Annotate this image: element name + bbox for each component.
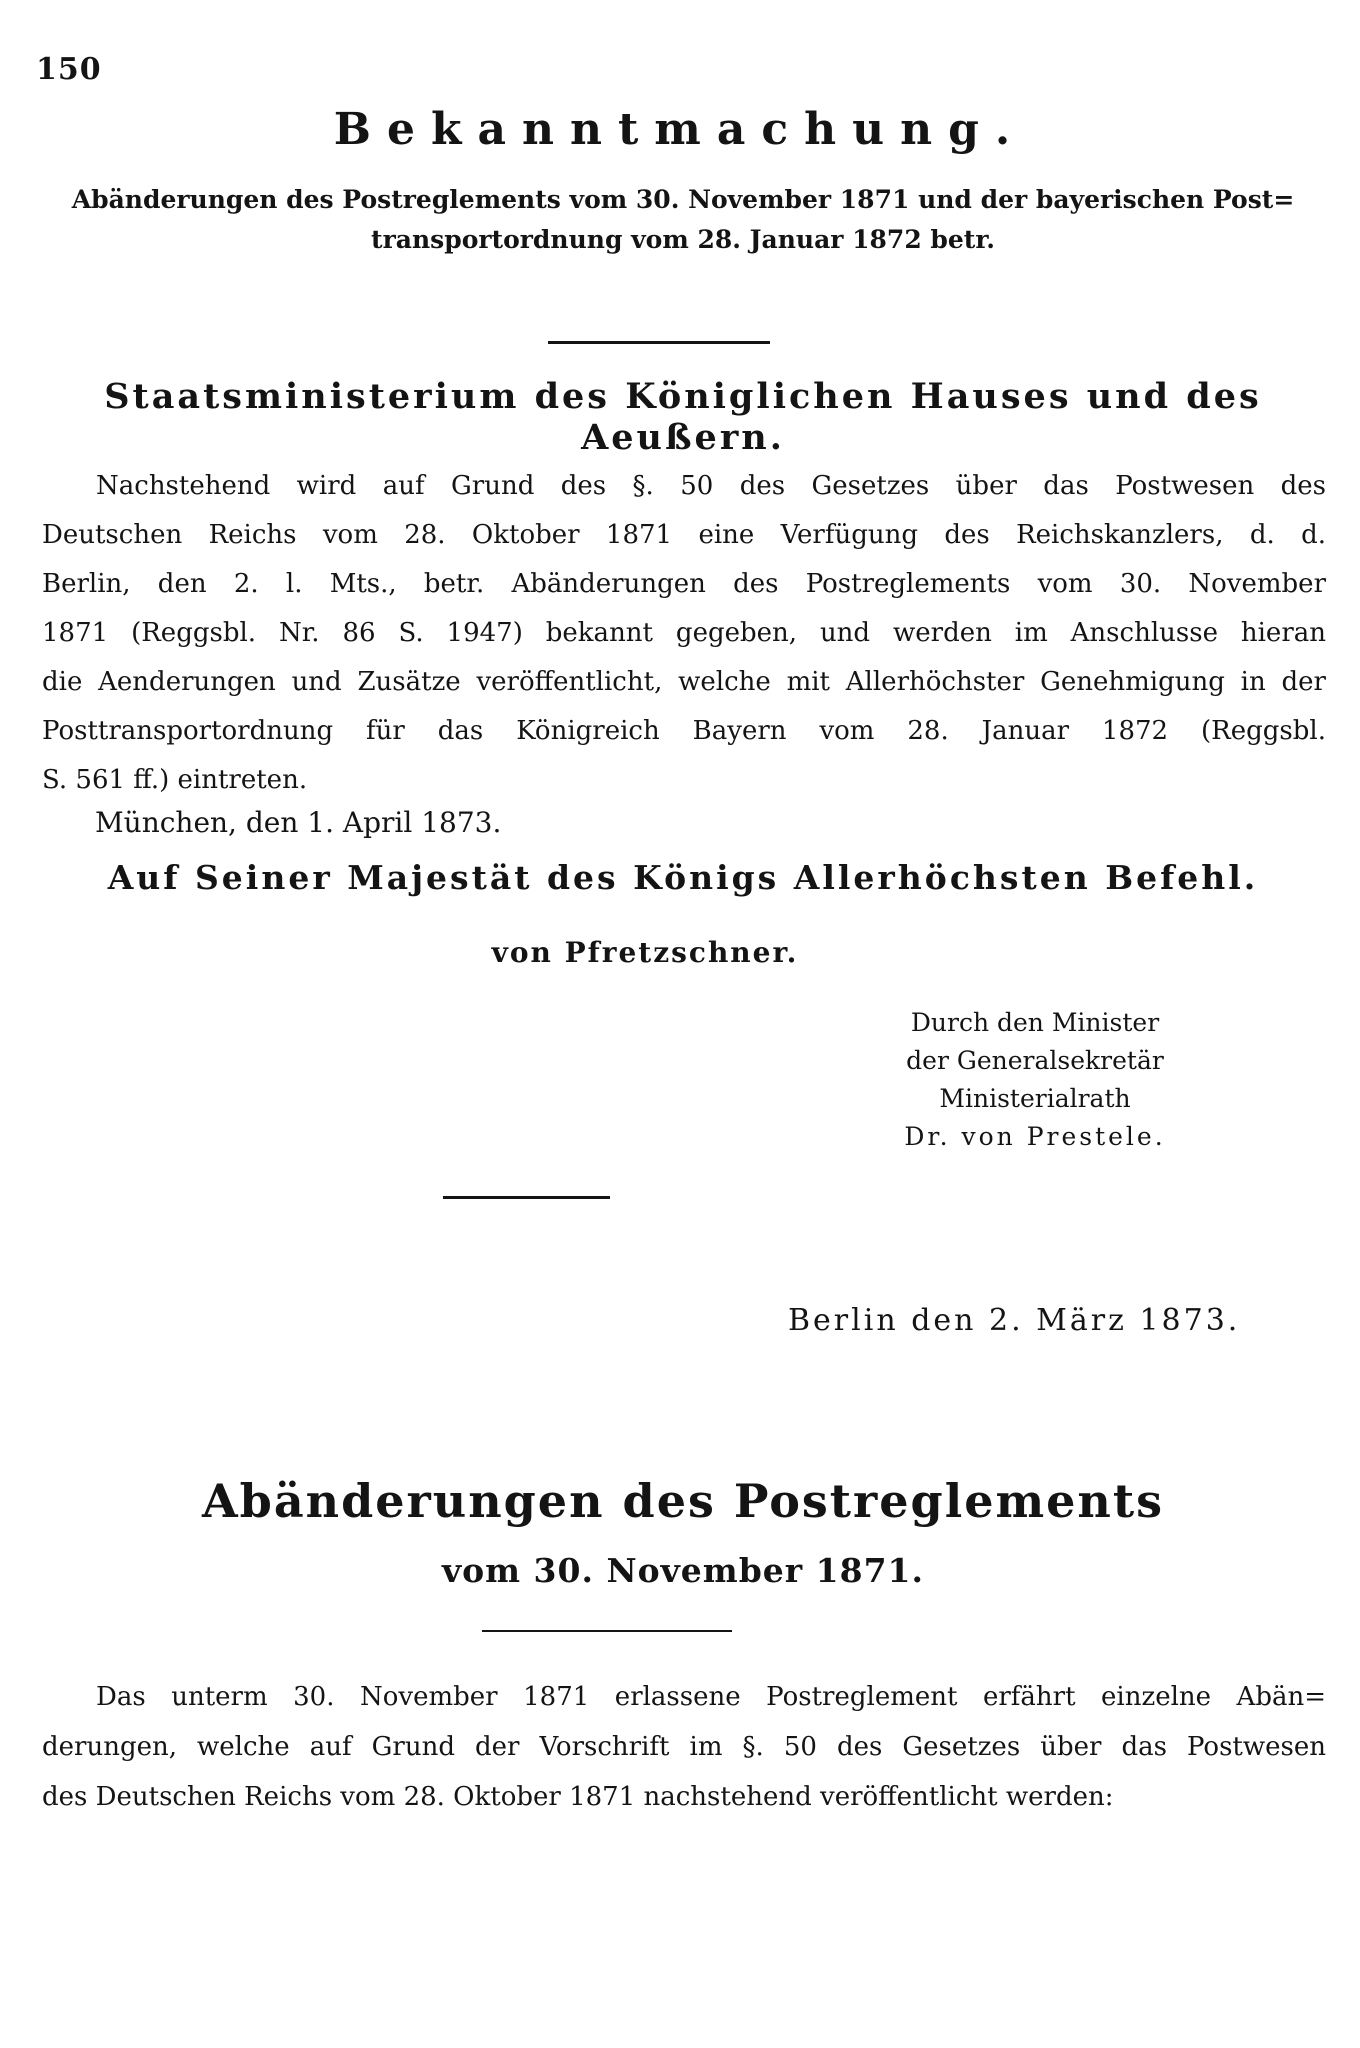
body-line: Nachstehend wird auf Grund des §. 50 des Gesetzes über das Postwesen des <box>96 471 1326 501</box>
body-line: Posttransportordnung für das Königreich Bayern vom 28. Januar 1872 (Reggsbl. <box>42 716 1326 746</box>
royal-order-line: Auf Seiner Majestät des Königs Allerhöchsten Befehl. <box>107 858 1259 897</box>
body-line: S. 561 ff.) eintreten. <box>42 765 308 795</box>
minister-signature: von Pfretzschner. <box>491 936 799 969</box>
body-line: die Aenderungen und Zusätze veröffentlicht, welche mit Allerhöchster Genehmigung in der <box>42 667 1326 697</box>
body-line: Das unterm 30. November 1871 erlassene Postreglement erfährt einzelne Abän= <box>96 1682 1326 1712</box>
body-line: derungen, welche auf Grund der Vorschrift im §. 50 des Gesetzes über das Postwesen <box>42 1732 1326 1762</box>
section-divider-rule <box>443 1196 610 1199</box>
subject-line-1: Abänderungen des Postreglements vom 30. November 1871 und der bayerischen Post= <box>71 185 1295 214</box>
proclamation-body <box>42 462 1326 805</box>
body-line: des Deutschen Reichs vom 28. Oktober 1871 nachstehend veröffentlicht werden: <box>42 1782 1114 1812</box>
section-divider-rule <box>482 1630 732 1632</box>
decree-title-line-1: Abänderungen des Postreglements <box>201 1474 1164 1528</box>
muenchen-dateline: München, den 1. April 1873. <box>95 806 502 839</box>
body-line: Berlin, den 2. l. Mts., betr. Abänderungen des Postreglements vom 30. November <box>42 569 1326 599</box>
body-line: Deutschen Reichs vom 28. Oktober 1871 eine Verfügung des Reichskanzlers, d. d. <box>42 520 1326 550</box>
countersign-signature: Dr. von Prestele. <box>904 1122 1166 1151</box>
countersign-line: Durch den Minister <box>910 1008 1160 1037</box>
countersign-line: Ministerialrath <box>939 1084 1131 1113</box>
berlin-dateline: Berlin den 2. März 1873. <box>788 1303 1241 1338</box>
decree-title-line-2: vom 30. November 1871. <box>441 1551 925 1590</box>
page-number: 150 <box>36 52 102 87</box>
proclamation-subject <box>40 180 1326 260</box>
countersign-block <box>850 1004 1220 1156</box>
proclamation-title: Bekanntmachung. <box>333 104 1027 155</box>
countersign-line: der Generalsekretär <box>906 1046 1164 1075</box>
decree-body <box>42 1672 1326 1822</box>
body-line: 1871 (Reggsbl. Nr. 86 S. 1947) bekannt gegeben, und werden im Anschlusse hieran <box>42 618 1326 648</box>
subject-line-2: transportordnung vom 28. Januar 1872 betr. <box>371 225 995 254</box>
section-divider-rule <box>548 341 770 344</box>
ministry-heading: Staatsministerium des Königlichen Hauses und des Aeußern. <box>104 376 1262 458</box>
